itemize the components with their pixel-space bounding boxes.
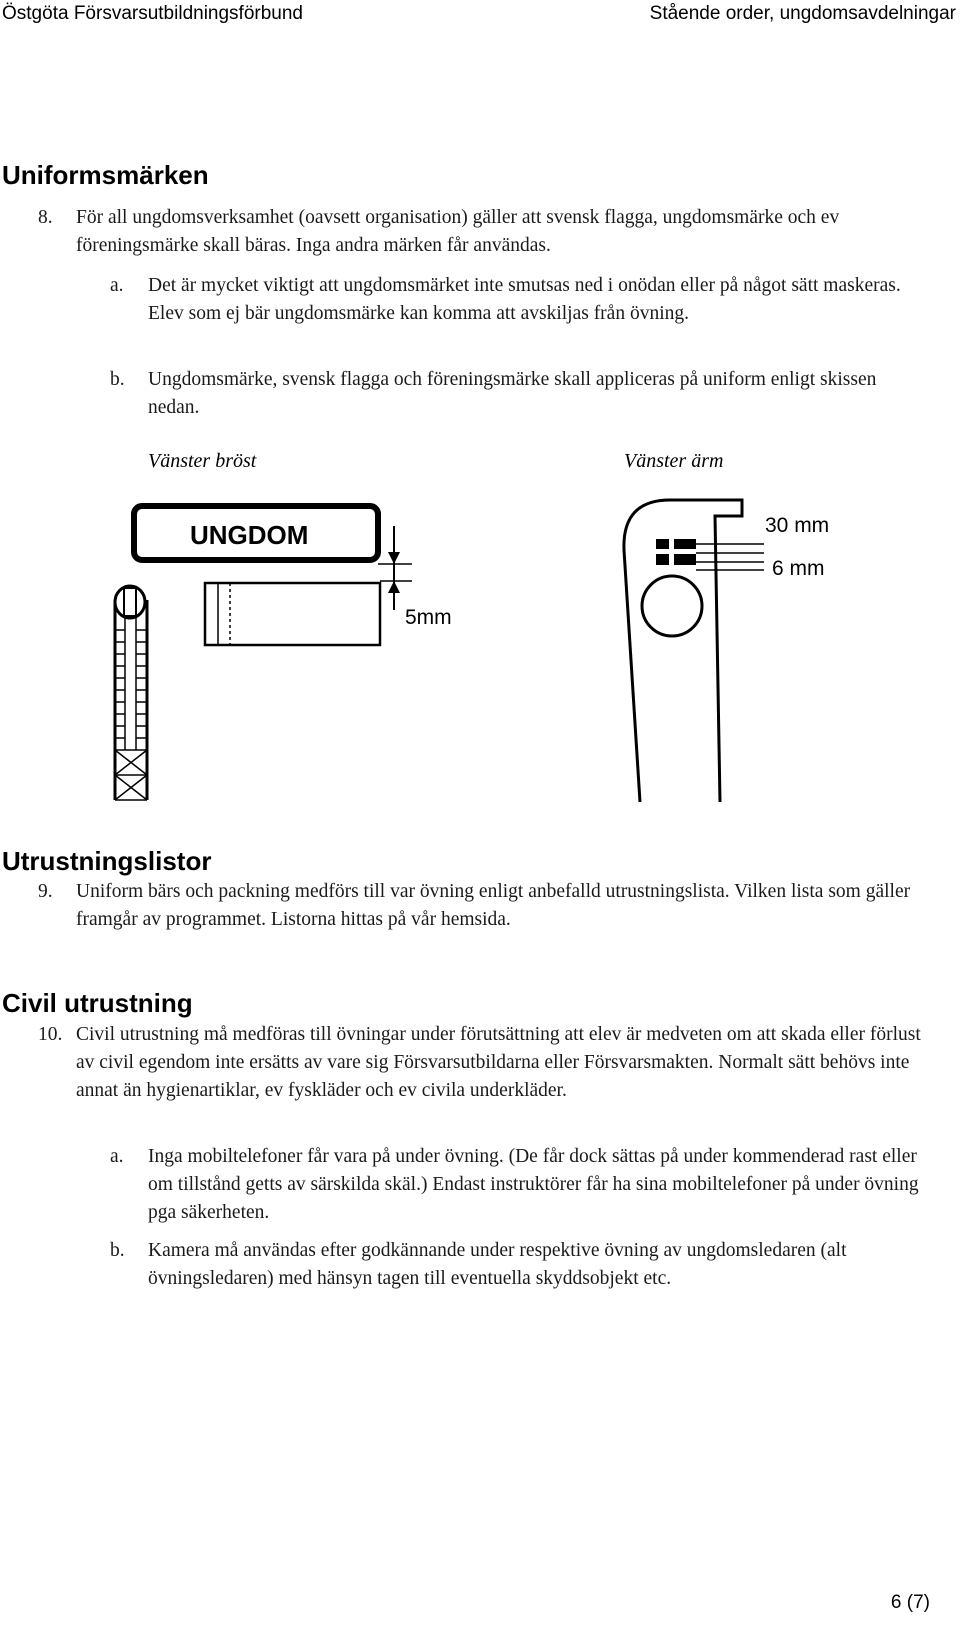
uniform-badge-placement-diagram — [0, 490, 960, 820]
dimension-30mm: 30 mm — [765, 514, 830, 537]
badge-text: UNGDOM — [190, 520, 309, 550]
paragraph-letter: b. — [110, 369, 125, 390]
sleeve-dimensions — [696, 544, 764, 570]
zipper — [115, 586, 147, 800]
paragraph-letter: a. — [110, 275, 124, 296]
heading-uniformsmarken: Uniformsmärken — [2, 160, 209, 190]
swedish-flag-icon — [656, 539, 696, 565]
paragraph-number: 10. — [38, 1024, 63, 1045]
chest-pocket — [205, 583, 380, 645]
paragraph-8b — [110, 366, 930, 422]
paragraph-10b — [110, 1237, 930, 1293]
association-badge — [642, 576, 702, 636]
paragraph-text: Ungdomsmärke, svensk flagga och föreningsmärke skall appliceras på uniform enligt skissen nedan. — [148, 369, 877, 418]
page-number: 6 (7) — [890, 1592, 930, 1613]
dimension-5mm: 5mm — [405, 606, 452, 629]
paragraph-9 — [38, 878, 938, 934]
paragraph-text: Uniform bärs och packning medförs till var övning enligt anbefalld utrustningslista. Vilken lista som gäller framgår av programmet. Listorna hittas på vår hemsida. — [76, 881, 911, 930]
header-document-title: Stående order, ungdomsavdelningar — [649, 3, 956, 24]
caption-left-sleeve: Vänster ärm — [624, 450, 724, 472]
paragraph-text: För all ungdomsverksamhet (oavsett organisation) gäller att svensk flagga, ungdomsmärke och ev föreningsmärke skall bäras. Inga andra märken får användas. — [76, 207, 840, 256]
dimension-6mm: 6 mm — [772, 557, 825, 580]
paragraph-text: Inga mobiltelefoner får vara på under övning. (De får dock sättas på under kommenderad rast eller om tillstånd getts av särskilda skäl.) Endast instruktörer får ha sina mobiltelefoner på under övning pga säkerheten. — [148, 1146, 919, 1223]
paragraph-letter: a. — [110, 1146, 124, 1167]
gap-dimension — [378, 526, 452, 629]
paragraph-10a — [110, 1143, 930, 1227]
paragraph-8 — [38, 204, 938, 260]
youth-badge — [134, 506, 378, 560]
paragraph-text: Det är mycket viktigt att ungdomsmärket inte smutsas ned i onödan eller på något sätt maskeras. Elev som ej bär ungdomsmärke kan komma att avskiljas från övning. — [148, 275, 901, 324]
paragraph-letter: b. — [110, 1240, 125, 1261]
paragraph-text: Kamera må användas efter godkännande under respektive övning av ungdomsledaren (alt övningsledaren) med hänsyn tagen till eventuella skyddsobjekt etc. — [148, 1240, 847, 1289]
caption-left-chest: Vänster bröst — [148, 450, 257, 472]
paragraph-10 — [38, 1021, 938, 1105]
paragraph-text: Civil utrustning må medföras till övningar under förutsättning att elev är medveten om att skada eller förlust av civil egendom inte ersätts av vare sig Försvarsutbildarna eller Försvarsmakten. Normalt sätt behövs inte annat än hygienartiklar, ev fyskläder och ev civila underkläder. — [76, 1024, 921, 1101]
header-organization: Östgöta Försvarsutbildningsförbund — [2, 3, 303, 24]
paragraph-number: 9. — [38, 881, 53, 902]
paragraph-8a — [110, 272, 930, 328]
heading-utrustningslistor: Utrustningslistor — [2, 846, 212, 876]
heading-civil-utrustning: Civil utrustning — [2, 988, 193, 1018]
paragraph-number: 8. — [38, 207, 53, 228]
